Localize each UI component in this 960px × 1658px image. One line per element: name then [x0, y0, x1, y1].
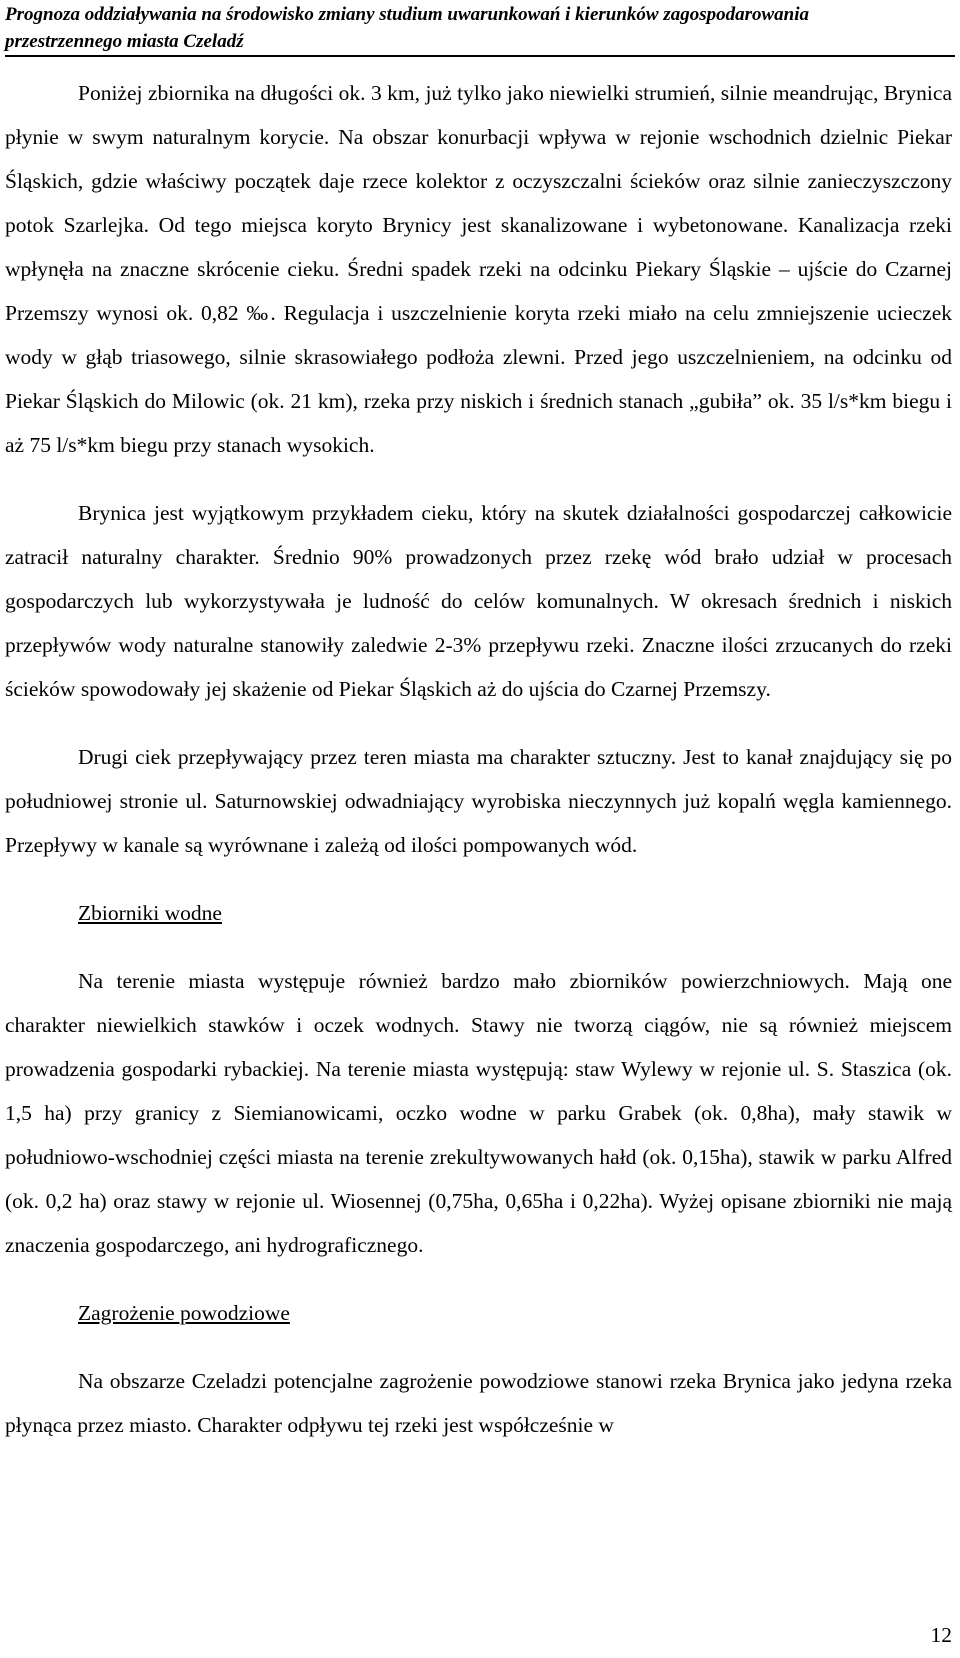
- section-heading-reservoirs-text: Zbiorniki wodne: [78, 901, 222, 925]
- header-divider: [5, 55, 955, 57]
- running-header: [5, 0, 955, 55]
- header-line-1: Prognoza oddziaływania na środowisko zmiany studium uwarunkowań i kierunków zagospodarowania: [5, 4, 810, 25]
- section-heading-flood-text: Zagrożenie powodziowe: [78, 1301, 290, 1325]
- header-line-2: przestrzennego miasta Czeladź: [5, 31, 244, 52]
- page-number: 12: [930, 1623, 952, 1647]
- section-heading-reservoirs: [5, 891, 952, 935]
- paragraph-canal: Drugi ciek przepływający przez teren miasta ma charakter sztuczny. Jest to kanał znajdujący się po południowej stronie ul. Saturnowskiej odwadniający wyrobiska nieczynnych już kopalń węgla kamiennego. Przepływy w kanale są wyrównane i zależą od ilości pompowanych wód.: [5, 745, 952, 857]
- document-body: [5, 71, 952, 1447]
- paragraph-brynica-character: Brynica jest wyjątkowym przykładem cieku, który na skutek działalności gospodarczej całkowicie zatracił naturalny charakter. Średnio 90% prowadzonych przez rzekę wód brało udział w procesach gospodarczych lub wykorzystywała je ludność do celów komunalnych. W okresach średnich i niskich przepływów wody naturalne stanowiły zaledwie 2-3% przepływu rzeki. Znaczne ilości zrzucanych do rzeki ścieków spowodowały jej skażenie od Piekar Śląskich aż do ujścia do Czarnej Przemszy.: [5, 501, 952, 701]
- paragraph-brynica-course: Poniżej zbiornika na długości ok. 3 km, już tylko jako niewielki strumień, silnie meandrując, Brynica płynie w swym naturalnym korycie. Na obszar konurbacji wpływa w rejonie wschodnich dzielnic Piekar Śląskich, gdzie właściwy początek daje rzece kolektor z oczyszczalni ścieków oraz silnie zanieczyszczony potok Szarlejka. Od tego miejsca koryto Brynicy jest skanalizowane i wybetonowane. Kanalizacja rzeki wpłynęła na znaczne skrócenie cieku. Średni spadek rzeki na odcinku Piekary Śląskie – ujście do Czarnej Przemszy wynosi ok. 0,82 ‰. Regulacja i uszczelnienie koryta rzeki miało na celu zmniejszenie ucieczek wody w głąb triasowego, silnie skrasowiałego podłoża zlewni. Przed jego uszczelnieniem, na odcinku od Piekar Śląskich do Milowic (ok. 21 km), rzeka przy niskich i średnich stanach „gubiła” ok. 35 l/s*km biegu i aż 75 l/s*km biegu przy stanach wysokich.: [5, 81, 952, 457]
- paragraph-flood: Na obszarze Czeladzi potencjalne zagrożenie powodziowe stanowi rzeka Brynica jako jedyna rzeka płynąca przez miasto. Charakter odpływu tej rzeki jest współcześnie w: [5, 1369, 952, 1437]
- paragraph-reservoirs: Na terenie miasta występuje również bardzo mało zbiorników powierzchniowych. Mają one charakter niewielkich stawków i oczek wodnych. Stawy nie tworzą ciągów, nie są również miejscem prowadzenia gospodarki rybackiej. Na terenie miasta występują: staw Wylewy w rejonie ul. S. Staszica (ok. 1,5 ha) przy granicy z Siemianowicami, oczko wodne w parku Grabek (ok. 0,8ha), mały stawik w południowo-wschodniej części miasta na terenie zrekultywowanych hałd (ok. 0,15ha), stawik w parku Alfred (ok. 0,2 ha) oraz stawy w rejonie ul. Wiosennej (0,75ha, 0,65ha i 0,22ha). Wyżej opisane zbiorniki nie mają znaczenia gospodarczego, ani hydrograficznego.: [5, 969, 952, 1257]
- section-heading-flood: [5, 1291, 952, 1335]
